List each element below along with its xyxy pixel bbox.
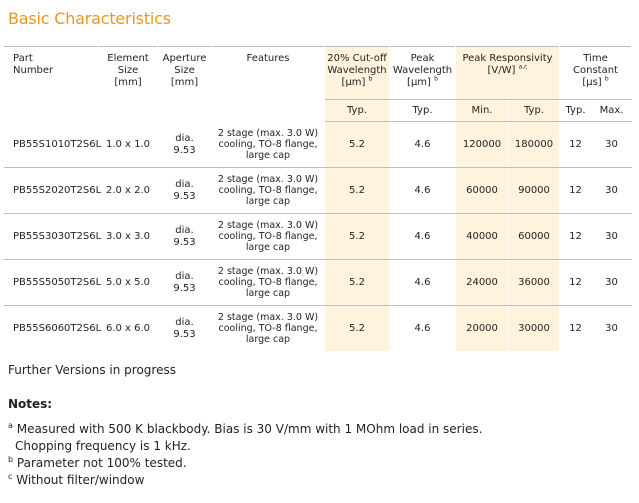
cell-cutoff: 5.2 [325,168,390,214]
header-cutoff-footnote: b [368,75,373,83]
header-cutoff-line1: 20% Cut-off [327,53,387,64]
header-cutoff-line3 [325,77,389,89]
table-row [5,122,632,168]
cell-time-typ: 12 [560,122,592,168]
cell-resp-min: 120000 [456,122,509,168]
cell-features-line3: large cap [245,196,291,207]
cell-aperture-size [158,214,212,260]
table-row [5,214,632,260]
cell-time-max: 30 [592,168,632,214]
header-features-label: Features [246,53,290,64]
cell-aperture-line1: dia. [175,132,194,144]
header-aperture-line2: Size [174,65,195,76]
cell-aperture-line1: dia. [175,316,194,328]
cell-time-typ: 12 [560,168,592,214]
cell-element-size: 2.0 x 2.0 [99,168,158,214]
note-b-text: Parameter not 100% tested. [13,456,187,470]
cell-peak: 4.6 [390,122,456,168]
cell-time-typ: 12 [560,306,592,352]
cell-features [212,168,325,214]
cell-features [212,306,325,352]
cell-resp-typ: 90000 [509,168,560,214]
cell-features [212,260,325,306]
header-resp-line2 [456,65,559,77]
cell-resp-min: 40000 [456,214,509,260]
note-a-text: Measured with 500 K blackbody. Bias is 30 V/mm with 1 MOhm load in series. [12,422,483,436]
cell-features-line1: 2 stage (max. 3.0 W) [217,312,319,323]
header-element-line1: Element [107,53,149,64]
header-peak-unit: [µm] [407,77,431,88]
subheader-resp-typ: Typ. [509,100,560,122]
cell-peak: 4.6 [390,214,456,260]
cell-features-line2: cooling, TO-8 flange, [218,323,318,334]
note-b-mark: b [8,455,14,464]
cell-resp-typ: 30000 [509,306,560,352]
cell-time-max: 30 [592,122,632,168]
cell-features-line1: 2 stage (max. 3.0 W) [217,174,319,185]
note-a-continuation: Chopping frequency is 1 kHz. [15,439,191,453]
cell-aperture-line2: 9.53 [173,282,196,294]
header-resp-footnote: a,c [518,63,528,71]
cell-time-max: 30 [592,260,632,306]
header-peak-line3 [390,77,455,89]
cell-element-size: 1.0 x 1.0 [99,122,158,168]
header-part-line1: Part [13,53,33,64]
cell-aperture-line2: 9.53 [173,328,196,340]
header-time-unit: [µs] [582,77,602,88]
note-c [8,473,144,487]
cell-features-line1: 2 stage (max. 3.0 W) [217,266,319,277]
header-resp-unit: [V/W] [487,65,516,76]
header-features [212,47,325,122]
note-c-mark: c [8,472,13,481]
header-peak-line2: Wavelength [392,65,453,76]
header-peak-responsivity [456,47,560,100]
note-b [8,456,187,470]
cell-features-line3: large cap [245,242,291,253]
header-peak-footnote: b [434,75,438,83]
cell-cutoff: 5.2 [325,306,390,352]
cell-aperture-line1: dia. [175,224,194,236]
cell-resp-typ: 60000 [509,214,560,260]
cell-aperture-line2: 9.53 [173,144,196,156]
table-row [5,260,632,306]
cell-element-size: 6.0 x 6.0 [99,306,158,352]
cell-features-line2: cooling, TO-8 flange, [218,231,318,242]
cell-resp-min: 24000 [456,260,509,306]
cell-peak: 4.6 [390,306,456,352]
cell-features-line3: large cap [245,150,291,161]
header-element-line2: Size [117,65,139,76]
cell-features [212,214,325,260]
header-cutoff-wavelength [325,47,390,100]
header-part-number [5,47,99,122]
notes-title: Notes: [8,397,53,411]
cell-time-max: 30 [592,214,632,260]
cell-aperture-size [158,122,212,168]
subheader-peak-typ: Typ. [390,100,456,122]
header-aperture-size [158,47,212,122]
cell-features-line3: large cap [245,334,291,345]
cell-features-line2: cooling, TO-8 flange, [218,185,318,196]
table-row [5,168,632,214]
cell-cutoff: 5.2 [325,122,390,168]
subheader-resp-min: Min. [456,100,509,122]
header-part-line2: Number [13,65,54,76]
header-time-constant [560,47,632,100]
further-versions-note: Further Versions in progress [8,363,176,377]
subheader-time-typ: Typ. [560,100,592,122]
header-peak-line1: Peak [410,53,435,64]
header-time-line2: Constant [573,65,618,76]
cell-cutoff: 5.2 [325,214,390,260]
subheader-cutoff-typ: Typ. [325,100,390,122]
cell-element-size: 5.0 x 5.0 [99,260,158,306]
cell-resp-min: 20000 [456,306,509,352]
cell-resp-min: 60000 [456,168,509,214]
cell-aperture-size [158,306,212,352]
subheader-time-max: Max. [592,100,632,122]
header-cutoff-unit: [µm] [341,77,366,88]
characteristics-table [4,46,632,351]
cell-aperture-line2: 9.53 [173,236,196,248]
cell-aperture-size [158,168,212,214]
cell-peak: 4.6 [390,260,456,306]
header-cutoff-line2: Wavelength [327,65,387,76]
cell-part-number: PB55S6060T2S6L [5,306,99,352]
cell-features-line1: 2 stage (max. 3.0 W) [217,128,319,139]
header-aperture-line3: [mm] [170,77,199,88]
header-time-line3 [560,77,631,89]
cell-peak: 4.6 [390,168,456,214]
note-a [8,422,482,436]
header-peak-wavelength [390,47,456,100]
cell-aperture-line1: dia. [175,178,194,190]
cell-features [212,122,325,168]
cell-features-line2: cooling, TO-8 flange, [218,277,318,288]
header-element-size [99,47,158,122]
header-time-footnote: b [604,75,609,83]
header-aperture-line1: Aperture [162,53,207,64]
cell-resp-typ: 36000 [509,260,560,306]
cell-part-number: PB55S5050T2S6L [5,260,99,306]
cell-aperture-size [158,260,212,306]
cell-features-line1: 2 stage (max. 3.0 W) [217,220,319,231]
header-resp-line1: Peak Responsivity [462,53,553,64]
table-row [5,306,632,352]
cell-part-number: PB55S1010T2S6L [5,122,99,168]
header-time-line1: Time [583,53,608,64]
cell-resp-typ: 180000 [509,122,560,168]
section-title: Basic Characteristics [8,9,171,28]
header-element-line3: [mm] [114,77,142,88]
cell-time-typ: 12 [560,214,592,260]
cell-aperture-line1: dia. [175,270,194,282]
note-c-text: Without filter/window [12,473,145,487]
header-row [5,47,632,100]
cell-part-number: PB55S2020T2S6L [5,168,99,214]
cell-features-line3: large cap [245,288,291,299]
cell-features-line2: cooling, TO-8 flange, [218,139,318,150]
note-a-mark: a [8,421,13,430]
cell-time-max: 30 [592,306,632,352]
cell-element-size: 3.0 x 3.0 [99,214,158,260]
cell-aperture-line2: 9.53 [173,190,196,202]
cell-part-number: PB55S3030T2S6L [5,214,99,260]
cell-time-typ: 12 [560,260,592,306]
cell-cutoff: 5.2 [325,260,390,306]
